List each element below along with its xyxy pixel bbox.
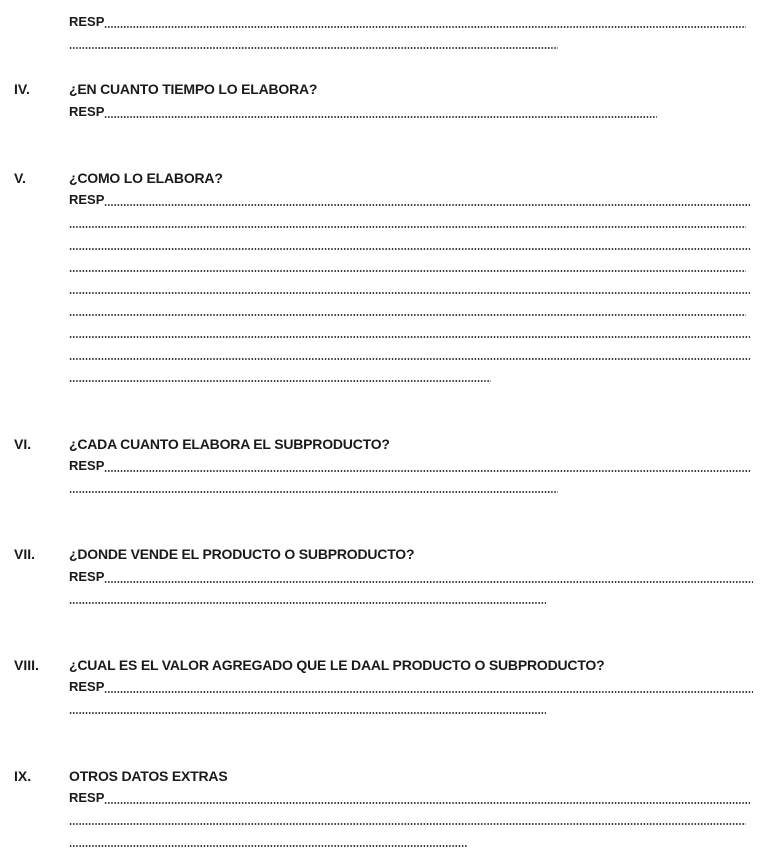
section-question-vi: ¿CADA CUANTO ELABORA EL SUBPRODUCTO? [69,436,390,452]
section-question-v: ¿COMO LO ELABORA? [69,170,223,186]
answer-line-v-6[interactable] [69,314,746,316]
answer-line-viii-2[interactable] [69,712,546,714]
answer-line-ix-1[interactable] [104,802,750,804]
answer-line-v-8[interactable] [69,358,750,360]
answer-line-v-7[interactable] [69,336,750,338]
resp-label-vii: RESP [69,569,105,584]
answer-line-iii-1[interactable] [104,26,746,28]
answer-line-v-4[interactable] [69,270,746,272]
resp-label-v: RESP [69,192,105,207]
section-numeral-v: V. [14,170,26,186]
section-numeral-ix: IX. [14,768,32,784]
resp-label-iii: RESP [69,14,105,29]
answer-line-ix-2[interactable] [69,823,746,825]
answer-line-v-1[interactable] [104,204,750,206]
answer-line-vii-1[interactable] [104,581,753,583]
resp-label-vi: RESP [69,458,105,473]
section-question-vii: ¿DONDE VENDE EL PRODUCTO O SUBPRODUCTO? [69,546,415,562]
resp-label-viii: RESP [69,679,105,694]
answer-line-vi-1[interactable] [104,470,750,472]
section-numeral-vi: VI. [14,436,32,452]
section-question-ix: OTROS DATOS EXTRAS [69,768,228,784]
answer-line-ix-3[interactable] [69,845,468,847]
resp-label-iv: RESP [69,104,105,119]
answer-line-v-9[interactable] [69,380,491,382]
answer-line-v-2[interactable] [69,226,746,228]
answer-line-iii-2[interactable] [69,47,558,49]
answer-line-v-3[interactable] [69,248,750,250]
answer-line-v-5[interactable] [69,292,750,294]
answer-line-vii-2[interactable] [69,602,546,604]
answer-line-vi-2[interactable] [69,491,558,493]
answer-line-viii-1[interactable] [104,691,753,693]
section-numeral-viii: VIII. [14,657,39,673]
section-question-iv: ¿EN CUANTO TIEMPO LO ELABORA? [69,81,318,97]
section-question-viii: ¿CUAL ES EL VALOR AGREGADO QUE LE DAAL PRODUCTO O SUBPRODUCTO? [69,657,605,673]
section-numeral-iv: IV. [14,81,30,97]
resp-label-ix: RESP [69,790,105,805]
answer-line-iv-1[interactable] [104,116,657,118]
section-numeral-vii: VII. [14,546,36,562]
